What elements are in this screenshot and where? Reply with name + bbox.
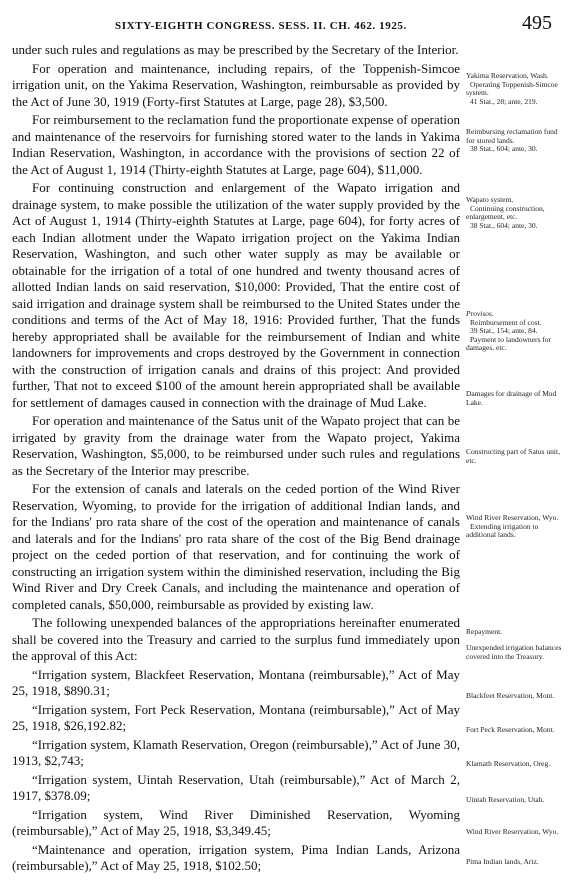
paragraph: “Maintenance and operation, irrigation system, Pima Indian Lands, Arizona (reimbursable),” Act of May 25, 1918, $102.50; bbox=[12, 841, 460, 873]
paragraph: “Irrigation system, Uintah Reservation, Utah (reimbursable),” Act of March 2, 1917, $378.09; bbox=[12, 771, 460, 803]
margin-note bbox=[466, 310, 566, 353]
margin-note bbox=[466, 448, 566, 465]
running-head: SIXTY-EIGHTH CONGRESS. SESS. II. CH. 462. 1925. bbox=[115, 20, 407, 32]
margin-note-line: Unexpended irrigation balances covered into the Treasury. bbox=[466, 643, 562, 661]
margin-note bbox=[466, 644, 566, 661]
margin-note-line: Provisos. bbox=[466, 309, 494, 318]
paragraph: “Irrigation system, Wind River Diminished Reservation, Wyoming (reimbursable),” Act of May 25, 1918, $3,349.45; bbox=[12, 806, 460, 838]
margin-note-line: Wind River Reservation, Wyo. bbox=[466, 827, 559, 836]
margin-note-line: Reimbursing reclamation fund for stored lands. bbox=[466, 127, 558, 145]
paragraph: For the extension of canals and laterals on the ceded portion of the Wind River Reservation, Wyoming, to provide for the irrigation of additional Indian lands, and for the Indians' pro rata share of the cost of the operation and maintenance of canals and laterals and for the Indians' pro rata share of the cost of the Big Bend drainage project on the ceded portion of that reservation, and for continuing the work of constructing an irrigation system within the diminished reservation, including the Big Wind River and Dry Creek Canals, and including the maintenance and operation of completed canals, $50,000, reimbursable as provided by existing law. bbox=[12, 481, 460, 612]
margin-note-line: 38 Stat., 604; ante, 30. bbox=[470, 144, 538, 153]
margin-note-line: Wind River Reservation, Wyo. bbox=[466, 513, 559, 522]
margin-note bbox=[466, 760, 566, 769]
margin-note bbox=[466, 514, 566, 540]
paragraph: For continuing construction and enlargement of the Wapato irrigation and drainage system, to make possible the utilization of the water supply provided by the Act of August 1, 1914 (Thirty-eighth Statutes at Large, page 604), for forty acres of each Indian allotment under the Wapato irrigation project on the Yakima Indian Reservation, Washington, and such other water supply as may be available or obtainable for the irrigation of a total of one hundred and twenty thousand acres of allotted Indian lands on said reservation, $10,000: Provided, That the entire cost of said irrigation and drainage system shall be reimbursed to the United States under the conditions and terms of the Act of May 18, 1916: Provided further, That the funds hereby appropriated shall be available for the reimbursement of Indian and white landowners for improvements and crops destroyed by the Government in connection with the construction of irrigation canals and drains of this project: And provided further, That not to exceed $100 of the amount herein appropriated shall be available for settlement of damages caused in connection with the drainage of Mud Lake. bbox=[12, 180, 460, 410]
margin-note-line: Pima Indian lands, Ariz. bbox=[466, 857, 539, 866]
margin-note bbox=[466, 796, 566, 805]
margin-note-line: 38 Stat., 604; ante, 30. bbox=[470, 220, 538, 230]
margin-note bbox=[466, 128, 566, 154]
paragraph: “Irrigation system, Blackfeet Reservation, Montana (reimbursable),” Act of May 25, 1918, $890.31; bbox=[12, 666, 460, 698]
margin-note bbox=[466, 390, 566, 407]
margin-note-line: Payment to landowners for damages, etc. bbox=[466, 334, 552, 352]
margin-note bbox=[466, 196, 566, 230]
margin-note bbox=[466, 72, 566, 106]
margin-note-line: Reimbursement of cost. bbox=[470, 317, 542, 327]
paragraph: For operation and maintenance of the Satus unit of the Wapato project that can be irrigated by gravity from the drainage water from the Wapato project, Yakima Reservation, Washington, $5,000, to be reimbursed under such rules and regulations as the Secretary of the Interior may prescribe. bbox=[12, 413, 460, 478]
page-header bbox=[0, 8, 570, 38]
paragraph: “Irrigation system, Fort Peck Reservation, Montana (reimbursable),” Act of May 25, 1918, $26,192.82; bbox=[12, 701, 460, 733]
paragraph: The following unexpended balances of the appropriations hereinafter enumerated shall be covered into the Treasury and carried to the surplus fund immediately upon the approval of this Act: bbox=[12, 615, 460, 663]
margin-note bbox=[466, 692, 566, 701]
margin-note-line: Fort Peck Reservation, Mont. bbox=[466, 725, 555, 734]
margin-note bbox=[466, 828, 566, 837]
margin-note-line: Uintah Reservation, Utah. bbox=[466, 795, 545, 804]
margin-note bbox=[466, 726, 566, 735]
margin-note-line: 39 Stat., 154; ante, 84. bbox=[470, 326, 538, 335]
margin-note-line: Extending irrigation to additional lands. bbox=[466, 521, 539, 539]
margin-note-line: Continuing construction, enlargement, etc. bbox=[466, 203, 545, 221]
paragraph: under such rules and regulations as may be prescribed by the Secretary of the Interior. bbox=[12, 42, 459, 57]
margin-note-line: Klamath Reservation, Oreg. bbox=[466, 759, 551, 768]
margin-note-line: Wapato system. bbox=[466, 195, 514, 204]
margin-note-line: Yakima Reservation, Wash. bbox=[466, 71, 549, 80]
statute-body bbox=[12, 42, 460, 877]
margin-note-line: Constructing part of Satus unit, etc. bbox=[466, 447, 560, 465]
margin-note-line: Damages for drainage of Mud Lake. bbox=[466, 389, 557, 407]
paragraph: “Irrigation system, Klamath Reservation, Oregon (reimbursable),” Act of June 30, 1913, $2,743; bbox=[12, 736, 460, 768]
margin-note bbox=[466, 858, 566, 867]
paragraph: For reimbursement to the reclamation fund the proportionate expense of operation and maintenance of the reservoirs for furnishing stored water to the lands in Yakima Indian Reservation, Washington, in accordance with the provisions of section 22 of the Act of August 1, 1914 (Thirty-eighth Statutes at Large, page 604), $11,000. bbox=[12, 112, 460, 177]
margin-note-line: Blackfeet Reservation, Mont. bbox=[466, 691, 555, 700]
margin-note-line: 41 Stat., 28; ante, 219. bbox=[470, 96, 538, 106]
page-number: 495 bbox=[522, 12, 552, 34]
margin-note-line: Repayment. bbox=[466, 627, 503, 636]
margin-note-line: Operating Toppenish-Simcoe system. bbox=[466, 79, 558, 97]
margin-note bbox=[466, 628, 566, 637]
paragraph: For operation and maintenance, including repairs, of the Toppenish-Simcoe irrigation unit, on the Yakima Reservation, Washington, reimbursable as provided by the Act of June 30, 1919 (Forty-first Statutes at Large, page 28), $3,500. bbox=[12, 60, 460, 109]
